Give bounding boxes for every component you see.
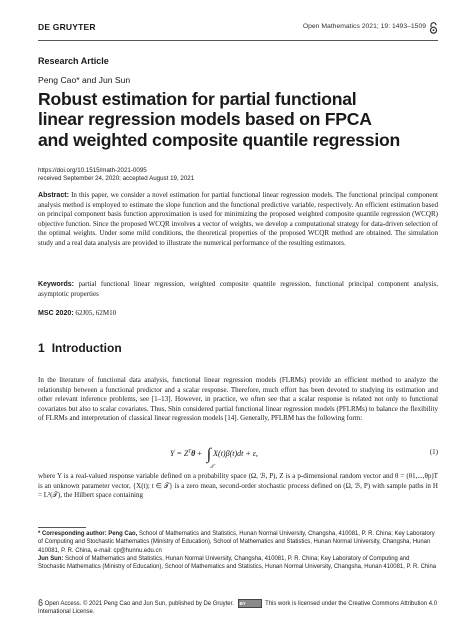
integral-sign (206, 446, 214, 470)
footnote-label: * Corresponding author: Peng Cao, (38, 531, 138, 537)
open-access-lock-icon (429, 22, 438, 34)
section-heading (38, 341, 122, 355)
author-list: Peng Cao* and Jun Sun (38, 75, 131, 85)
open-access-icon (38, 599, 43, 606)
doi-link[interactable]: https://doi.org/10.1515/math-2021-0095 (38, 167, 147, 174)
footnote-coauthor (38, 555, 438, 572)
keywords-label: Keywords: (38, 281, 75, 288)
eq-theta: θ (191, 449, 196, 458)
intro-paragraph: In the literature of functional data analysis, functional linear regression models (FLRMs) provide an efficient method to analyze the relationship between a functional predictor and a scalar response. Therefore, much effort has been devoted to studying its estimation and other relevant inference problems, see [1–13]. However, in practice, we often see that a scalar response is related not only to functional covariates but also to scalar covariates. Thus, Shin considered partial functional linear regression models (PFLRMs) to balance the flexibility of FLRMs and interpretation of classical linear regression models [14]. Generally, PFLRM has the following form: (38, 376, 438, 423)
section-number: 1 (38, 341, 45, 355)
footnote-corresponding-author (38, 530, 438, 555)
publisher-name: DE GRUYTER (38, 22, 96, 32)
cc-by-icon[interactable] (238, 599, 262, 608)
keywords-text: partial functional linear regression, weighted composite quantile regression, functional principal component analysis, asymptotic properties (38, 280, 438, 298)
article-type: Research Article (38, 56, 109, 66)
equation-body (170, 446, 258, 470)
title-line: and weighted composite quantile regression (38, 129, 400, 150)
journal-info: Open Mathematics 2021; 19: 1493–1509 (302, 23, 426, 30)
license-notice (38, 599, 438, 617)
msc-label: MSC 2020: (38, 310, 74, 317)
msc-classification (38, 309, 116, 317)
keywords (38, 280, 438, 299)
footnote-text: School of Mathematics and Statistics, Hunan Normal University, Changsha, 410081, P. R. China; Key Laboratory of Computing and Stochastic Mathematics (Ministry of Education), School of Mathematics and Statistics, Hunan Normal University, Changsha, Hunan 410081, P. R. China, e-mail: cp@hunnu.edu.cn (38, 531, 435, 554)
eq-integrand: X(t)β(t)dt + ε, (213, 449, 258, 458)
abstract-text: In this paper, we consider a novel estimation for partial functional linear regression models. The functional principal component analysis method is employed to estimate the slope function and the functional predictive variable, respectively. An efficient estimation based on principal component basis function approximation is used for minimizing the proposed weighted composite quantile regression (WCQR) objective function. Since the proposed WCQR involves a vector of weights, we develop a computational strategy for data-driven selection of the optimal weights. Under some mild conditions, the theoretical properties of the proposed WCQR method are obtained. The simulation study and a real data analysis are provided to illustrate the numerical performance of the resulting estimators. (38, 191, 439, 247)
eq-transpose: T (188, 449, 192, 455)
title-line: Robust estimation for partial functional (38, 89, 357, 109)
received-dates: received September 24, 2020; accepted August 19, 2021 (38, 175, 195, 182)
cc-badge-text: BY (239, 601, 246, 606)
integral-domain: 𝒯 (209, 464, 214, 470)
paper-title (38, 89, 448, 150)
eq-lhs: Y = Z (170, 449, 189, 458)
license-prefix: Open Access. © 2021 Peng Cao and Jun Sun, published by De Gruyter. (44, 601, 234, 608)
msc-codes: 62J05, 62M10 (75, 309, 117, 317)
footnote-label: Jun Sun: (38, 556, 64, 563)
eq-plus: + (195, 449, 204, 458)
abstract-label: Abstract: (38, 192, 69, 199)
license-suffix: This work is licensed under the Creative Commons Attribution 4.0 International License. (38, 601, 438, 616)
integral-symbol: ∫ (206, 446, 212, 463)
title-line: linear regression models based on FPCA (38, 109, 372, 130)
equation-1 (38, 440, 438, 468)
footnote-text: School of Mathematics and Statistics, Hunan Normal University, Changsha, 410081, P. R. China; Key Laboratory of Computing and Stochastic Mathematics (Ministry of Education), School of Mathematics and Statistics, Hunan Normal University, Changsha, Hunan 410081, P. R. China (38, 556, 437, 571)
post-equation-text: where Y is a real-valued response variable defined on a probability space (Ω, ℬ, P), Z is a p-dimensional random vector and θ = (θ1,...,θp)T is an unknown parameter vector, {X(t); t ∈ 𝒯} is a zero mean, second-order stochastic process defined on (Ω, ℬ, P) with sample paths in H = L²(𝒯), the Hilbert space containing (38, 472, 438, 500)
footnote-rule (38, 527, 86, 528)
footnotes (38, 530, 438, 572)
equation-number: (1) (429, 448, 438, 456)
abstract (38, 191, 438, 248)
section-title: Introduction (51, 341, 122, 355)
page-header (38, 22, 438, 36)
header-rule (38, 40, 438, 41)
